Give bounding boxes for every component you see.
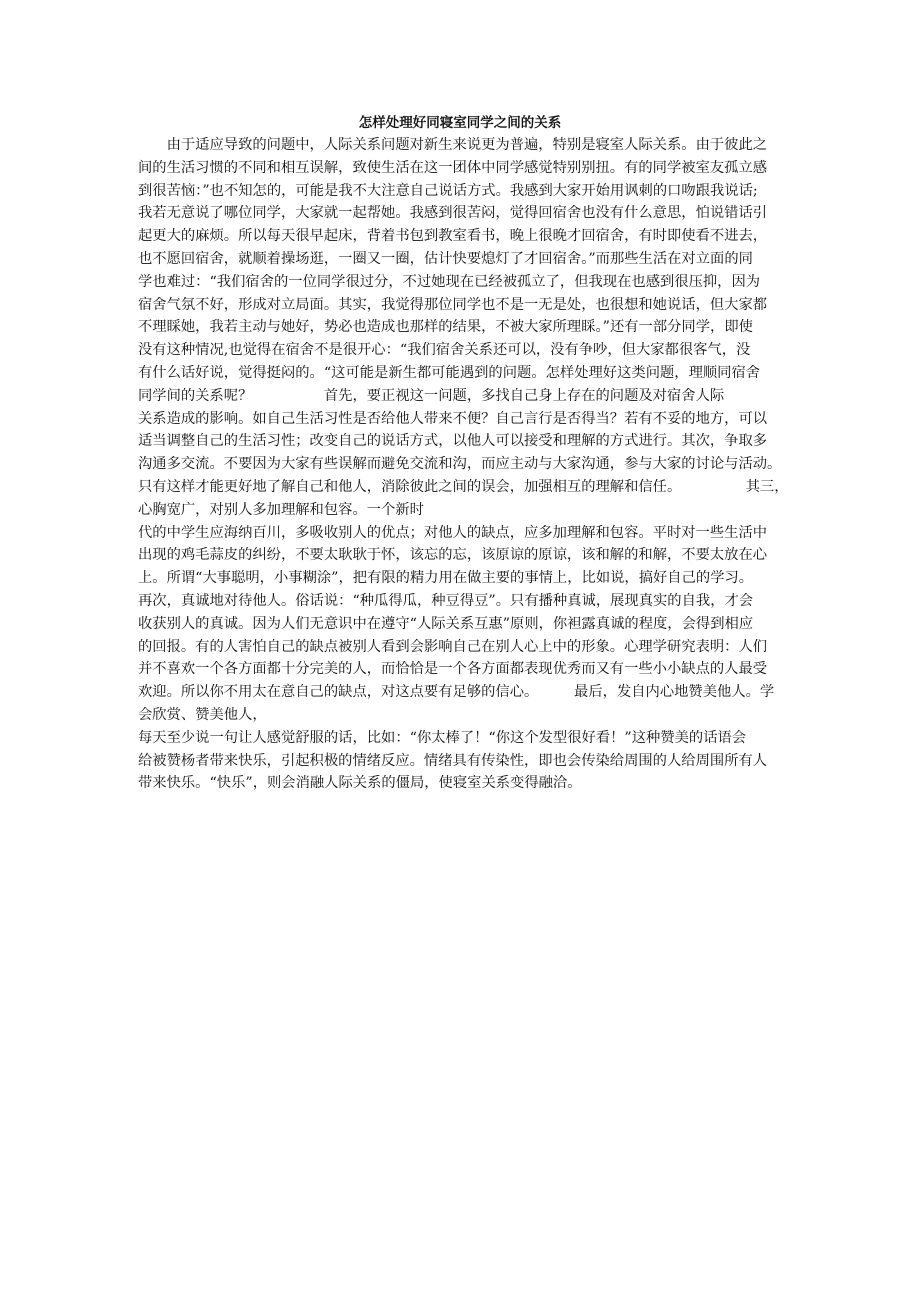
body-line: 间的生活习惯的不同和相互误解，致使生活在这一团体中同学感觉特别别扭。有的同学被室友孤立感 <box>138 159 768 176</box>
body-line: 再次，真诚地对待他人。俗话说：“种瓜得瓜，种豆得豆”。只有播种真诚，展现真实的自我，才会 <box>138 592 754 609</box>
body-line: 出现的鸡毛蒜皮的纠纷，不要太耿耿于怀，该忘的忘，该原谅的原谅，该和解的和解，不要太放在心 <box>138 547 768 564</box>
body-line: 给被赞杨者带来快乐，引起积极的情绪反应。情绪具有传染性，即也会传染给周围的人给周围所有人 <box>138 752 768 769</box>
body-line: 并不喜欢一个各方面都十分完美的人，而恰恰是一个各方面都表现优秀而又有一些小小缺点的人最受 <box>138 661 768 678</box>
body-line: 上。所谓“大事聪明，小事糊涂”，把有限的精力用在做主要的事情上，比如说，搞好自己的学习。 <box>138 570 754 587</box>
body-line: 到很苦恼：”也不知怎的，可能是我不大注意自己说话方式。我感到大家开始用讽刺的口吻跟我说话; <box>138 182 758 199</box>
document-body <box>138 134 798 795</box>
body-line: 也不愿回宿舍，就顺着操场逛，一圈又一圈，估计快要熄灯了才回宿舍。”而那些生活在对立面的同 <box>138 250 753 267</box>
body-line: 没有这种情况,也觉得在宿舍不是很开心：“我们宿舍关系还可以，没有争吵，但大家都很客气，没 <box>138 342 751 359</box>
body-line: 代的中学生应海纳百川，多吸收别人的优点；对他人的缺点，应多加理解和包容。平时对一些生活中 <box>138 524 768 541</box>
body-line: 学也难过：“我们宿舍的一位同学很过分，不过她现在已经被孤立了，但我现在也感到很压抑，因为 <box>138 273 761 290</box>
body-line: 不理睬她，我若主动与她好，势必也造成也那样的结果，不被大家所理睬。”还有一部分同学，即使 <box>138 319 753 336</box>
body-line: 只有这样才能更好地了解自己和他人，消除彼此之间的误会，加强相互的理解和信任。 其三， <box>138 478 789 495</box>
body-line: 关系造成的影响。如自己生活习性是否给他人带来不便？自己言行是否得当？若有不妥的地方，可以 <box>138 410 768 427</box>
body-line: 我若无意说了哪位同学，大家就一起帮她。我感到很苦闷，觉得回宿舍也没有什么意思，怕说错话引 <box>138 205 768 222</box>
body-line: 适当调整自己的生活习性；改变自己的说话方式，以他人可以接受和理解的方式进行。其次，争取多 <box>138 433 768 450</box>
document-title: 怎样处理好同寝室同学之间的关系 <box>358 115 562 131</box>
body-line: 有什么话好说，觉得挺闷的。“这可能是新生都可能遇到的问题。怎样处理好这类问题，理顺同宿舍 <box>138 364 761 381</box>
body-line: 由于适应导致的问题中，人际关系问题对新生来说更为普遍，特别是寝室人际关系。由于彼此之 <box>138 137 768 153</box>
body-line: 宿舍气氛不好，形成对立局面。其实，我觉得那位同学也不是一无是处，也很想和她说话，但大家都 <box>138 296 768 313</box>
body-line: 带来快乐。“快乐”，则会消融人际关系的僵局，使寝室关系变得融洽。 <box>138 775 582 792</box>
body-line: 心胸宽广，对别人多加理解和包容。一个新时 <box>138 501 424 518</box>
body-line: 每天至少说一句让人感觉舒服的话，比如：“你太棒了！“你这个发型很好看！”这种赞美的话语会 <box>138 729 747 746</box>
body-line: 会欣赏、赞美他人， <box>138 706 267 723</box>
body-line: 沟通多交流。不要因为大家有些误解而避免交流和沟，而应主动与大家沟通，参与大家的讨论与活动。 <box>138 456 782 473</box>
body-line: 的回报。有的人害怕自己的缺点被别人看到会影响自己在别人心上中的形象。心理学研究表明：人们 <box>138 638 768 655</box>
body-line: 欢迎。所以你不用太在意自己的缺点，对这点要有足够的信心。 最后，发自内心地赞美他人。学 <box>138 684 775 701</box>
body-line: 同学间的关系呢？ 首先，要正视这一问题，多找自己身上存在的问题及对宿舍人际 <box>138 387 725 404</box>
body-line: 收获别人的真诚。因为人们无意识中在遵守“人际关系互惠”原则，你袒露真诚的程度，会得到相应 <box>138 615 754 632</box>
body-line: 起更大的麻烦。所以每天很早起床，背着书包到教室看书，晚上很晚才回宿舍，有时即使看不进去， <box>138 228 768 245</box>
